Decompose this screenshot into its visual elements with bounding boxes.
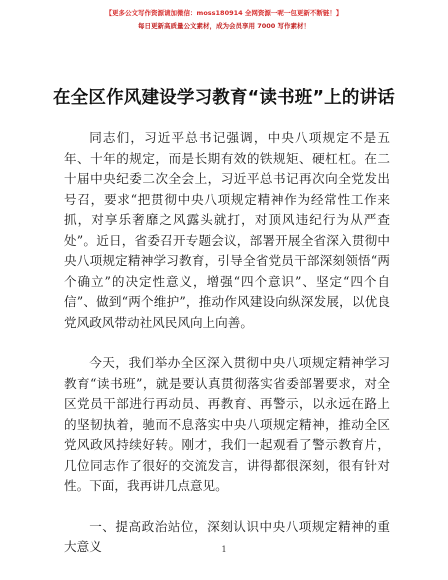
page-number: 1	[221, 545, 227, 554]
section-heading-one: 一、提高政治站位，深刻认识中央八项规定精神的重大意义	[64, 518, 390, 554]
promo-banner-line-2: 每日更新高质量公文素材，成为会员享用 7000 写作素材！	[137, 22, 311, 30]
paragraph-opening: 同志们，习近平总书记强调，中央八项规定不是五年、十年的规定，而是长期有效的铁规矩、硬杠杠。在二十届中央纪委二次全会上，习近平总书记再次向全党发出号召，要求“把贯彻中央八项规定精神作为经常性工作来抓，对享乐奢靡之风露头就打，对顶风违纪行为从严查处”。近日，省委召开专题会议，部署开展全省深入贯彻中央八项规定精神学习教育，引导全省党员干部深刻领悟“两个确立”的决定性意义，增强“四个意识”、坚定“四个自信”、做到“两个维护”，推动作风建设向纵深发展，以优良党风政风带动社风民风向上向善。	[64, 130, 390, 330]
paragraph-today: 今天，我们举办全区深入贯彻中央八项规定精神学习教育“读书班”，就是要认真贯彻落实省委部署要求，对全区党员干部进行再动员、再教育、再警示，以永远在路上的坚韧执着，驰而不息落实中央八项规定精神，推动全区党风政风持续好转。刚才，我们一起观看了警示教育片，几位同志作了很好的交流发言，讲得都很深刻，很有针对性。下面，我再讲几点意见。	[64, 355, 390, 493]
document-body	[64, 128, 390, 558]
promo-banner	[88, 7, 360, 33]
document-title: 在全区作风建设学习教育“读书班”上的讲话	[52, 88, 395, 108]
promo-banner-line-1: 【更多公文写作资源请加微信：moss180914 全网资源一呢一包更新不断链！】	[105, 9, 343, 17]
